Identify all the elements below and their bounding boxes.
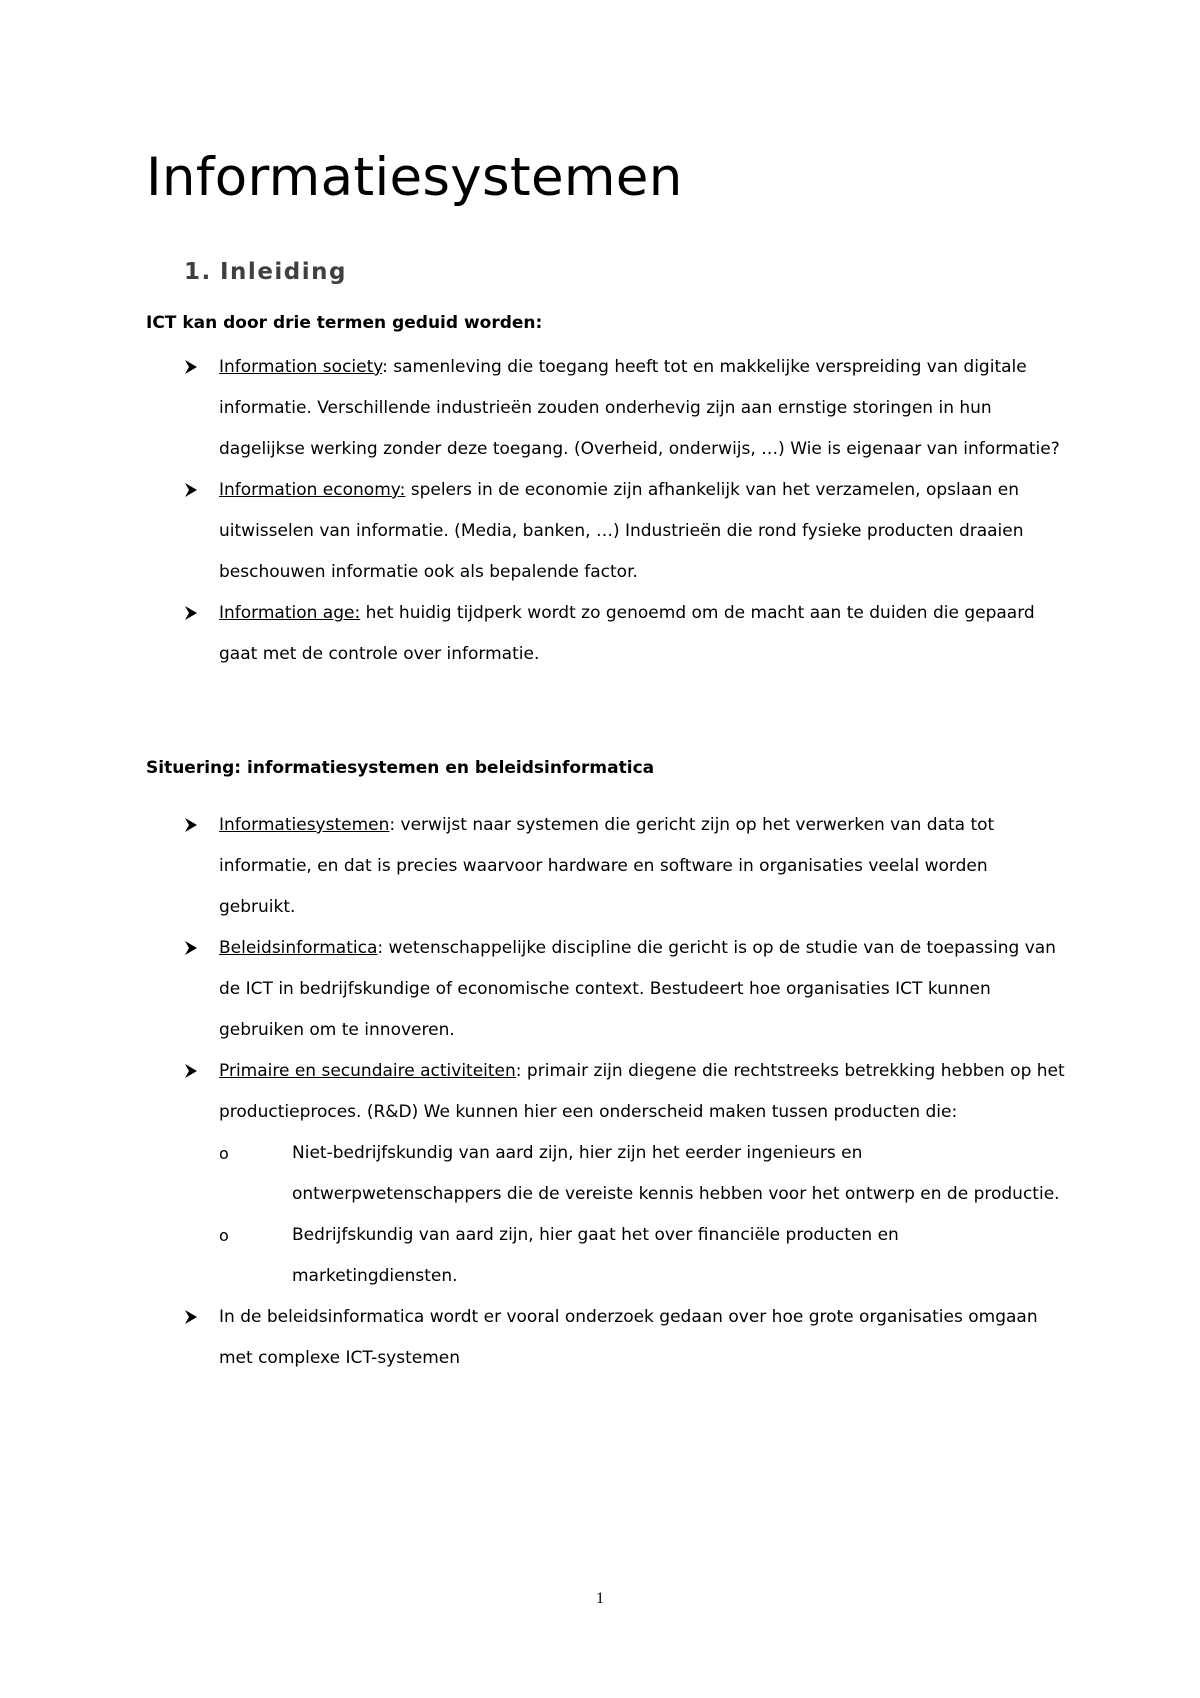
list-item bbox=[146, 928, 1066, 1051]
bullet-text: primair zijn diegene die rechtstreeks betrekking hebben op het productieproces. (R&D) We kunnen hier een onderscheid maken tussen producten die: bbox=[219, 1061, 1065, 1122]
bullet-term: Beleidsinformatica bbox=[219, 938, 378, 958]
list-item bbox=[146, 1297, 1066, 1379]
bullet-term: Information age: bbox=[219, 603, 361, 623]
situering-bullet-list bbox=[146, 805, 1066, 1379]
bullet-text: wetenschappelijke discipline die gericht is op de studie van de toepassing van de ICT in bedrijfskundige of economische context. Bestudeert hoe organisaties ICT kunnen gebruiken om te innoveren. bbox=[219, 938, 1056, 1040]
bullet-term: Primaire en secundaire activiteiten bbox=[219, 1061, 516, 1081]
bullet-text: het huidig tijdperk wordt zo genoemd om de macht aan te duiden die gepaard gaat met de controle over informatie. bbox=[219, 603, 1035, 664]
arrow-bullet-icon bbox=[184, 359, 198, 375]
list-item bbox=[146, 470, 1066, 593]
circle-bullet-icon: o bbox=[219, 1226, 229, 1245]
bullet-separator: : bbox=[377, 938, 384, 958]
list-item bbox=[146, 347, 1066, 470]
bullet-term: Information economy: bbox=[219, 480, 406, 500]
sub-bullet-text: Niet-bedrijfskundig van aard zijn, hier zijn het eerder ingenieurs en ontwerpwetenschappers die de vereiste kennis hebben voor het ontwerp en de productie. bbox=[292, 1143, 1060, 1204]
circle-bullet-icon: o bbox=[219, 1144, 229, 1163]
bullet-separator: : bbox=[389, 815, 396, 835]
bullet-separator: : bbox=[382, 357, 388, 377]
arrow-bullet-icon bbox=[184, 605, 198, 621]
list-item bbox=[146, 1051, 1066, 1297]
section-heading-text: Inleiding bbox=[220, 259, 347, 285]
bullet-text: verwijst naar systemen die gericht zijn op het verwerken van data tot informatie, en dat is precies waarvoor hardware en software in organisaties veelal worden gebruikt. bbox=[219, 815, 995, 917]
situering-paragraph: Situering: informatiesystemen en beleidsinformatica bbox=[146, 758, 655, 778]
sub-list-item bbox=[219, 1133, 1066, 1215]
sub-bullet-text: Bedrijfskundig van aard zijn, hier gaat het over financiële producten en marketingdiensten. bbox=[292, 1225, 899, 1286]
arrow-bullet-icon bbox=[184, 1063, 198, 1079]
arrow-bullet-icon bbox=[184, 482, 198, 498]
list-item bbox=[146, 593, 1066, 675]
bullet-term: Informatiesystemen bbox=[219, 815, 390, 835]
bullet-text: spelers in de economie zijn afhankelijk van het verzamelen, opslaan en uitwisselen van informatie. (Media, banken, …) Industrieën die rond fysieke producten draaien beschouwen informatie ook als bepalende factor. bbox=[219, 480, 1024, 582]
arrow-bullet-icon bbox=[184, 1309, 198, 1325]
sub-bullet-list bbox=[219, 1133, 1066, 1297]
sub-list-item bbox=[219, 1215, 1066, 1297]
arrow-bullet-icon bbox=[184, 817, 198, 833]
intro-paragraph: ICT kan door drie termen geduid worden: bbox=[146, 313, 543, 333]
intro-bullet-list bbox=[146, 347, 1066, 675]
document-title: Informatiesystemen bbox=[146, 147, 683, 208]
bullet-text: samenleving die toegang heeft tot en makkelijke verspreiding van digitale informatie. Verschillende industrieën zouden onderhevig zijn aan ernstige storingen in hun dagelijkse werking zonder deze toegang. (Overheid, onderwijs, …) Wie is eigenaar van informatie? bbox=[219, 357, 1060, 459]
list-item bbox=[146, 805, 1066, 928]
bullet-text: In de beleidsinformatica wordt er vooral onderzoek gedaan over hoe grote organisaties omgaan met complexe ICT-systemen bbox=[219, 1307, 1038, 1368]
arrow-bullet-icon bbox=[184, 940, 198, 956]
bullet-separator: : bbox=[515, 1061, 522, 1081]
bullet-term: Information society bbox=[219, 357, 383, 377]
section-heading bbox=[184, 259, 347, 285]
section-number: 1. bbox=[184, 259, 212, 285]
page-number: 1 bbox=[596, 1590, 604, 1607]
